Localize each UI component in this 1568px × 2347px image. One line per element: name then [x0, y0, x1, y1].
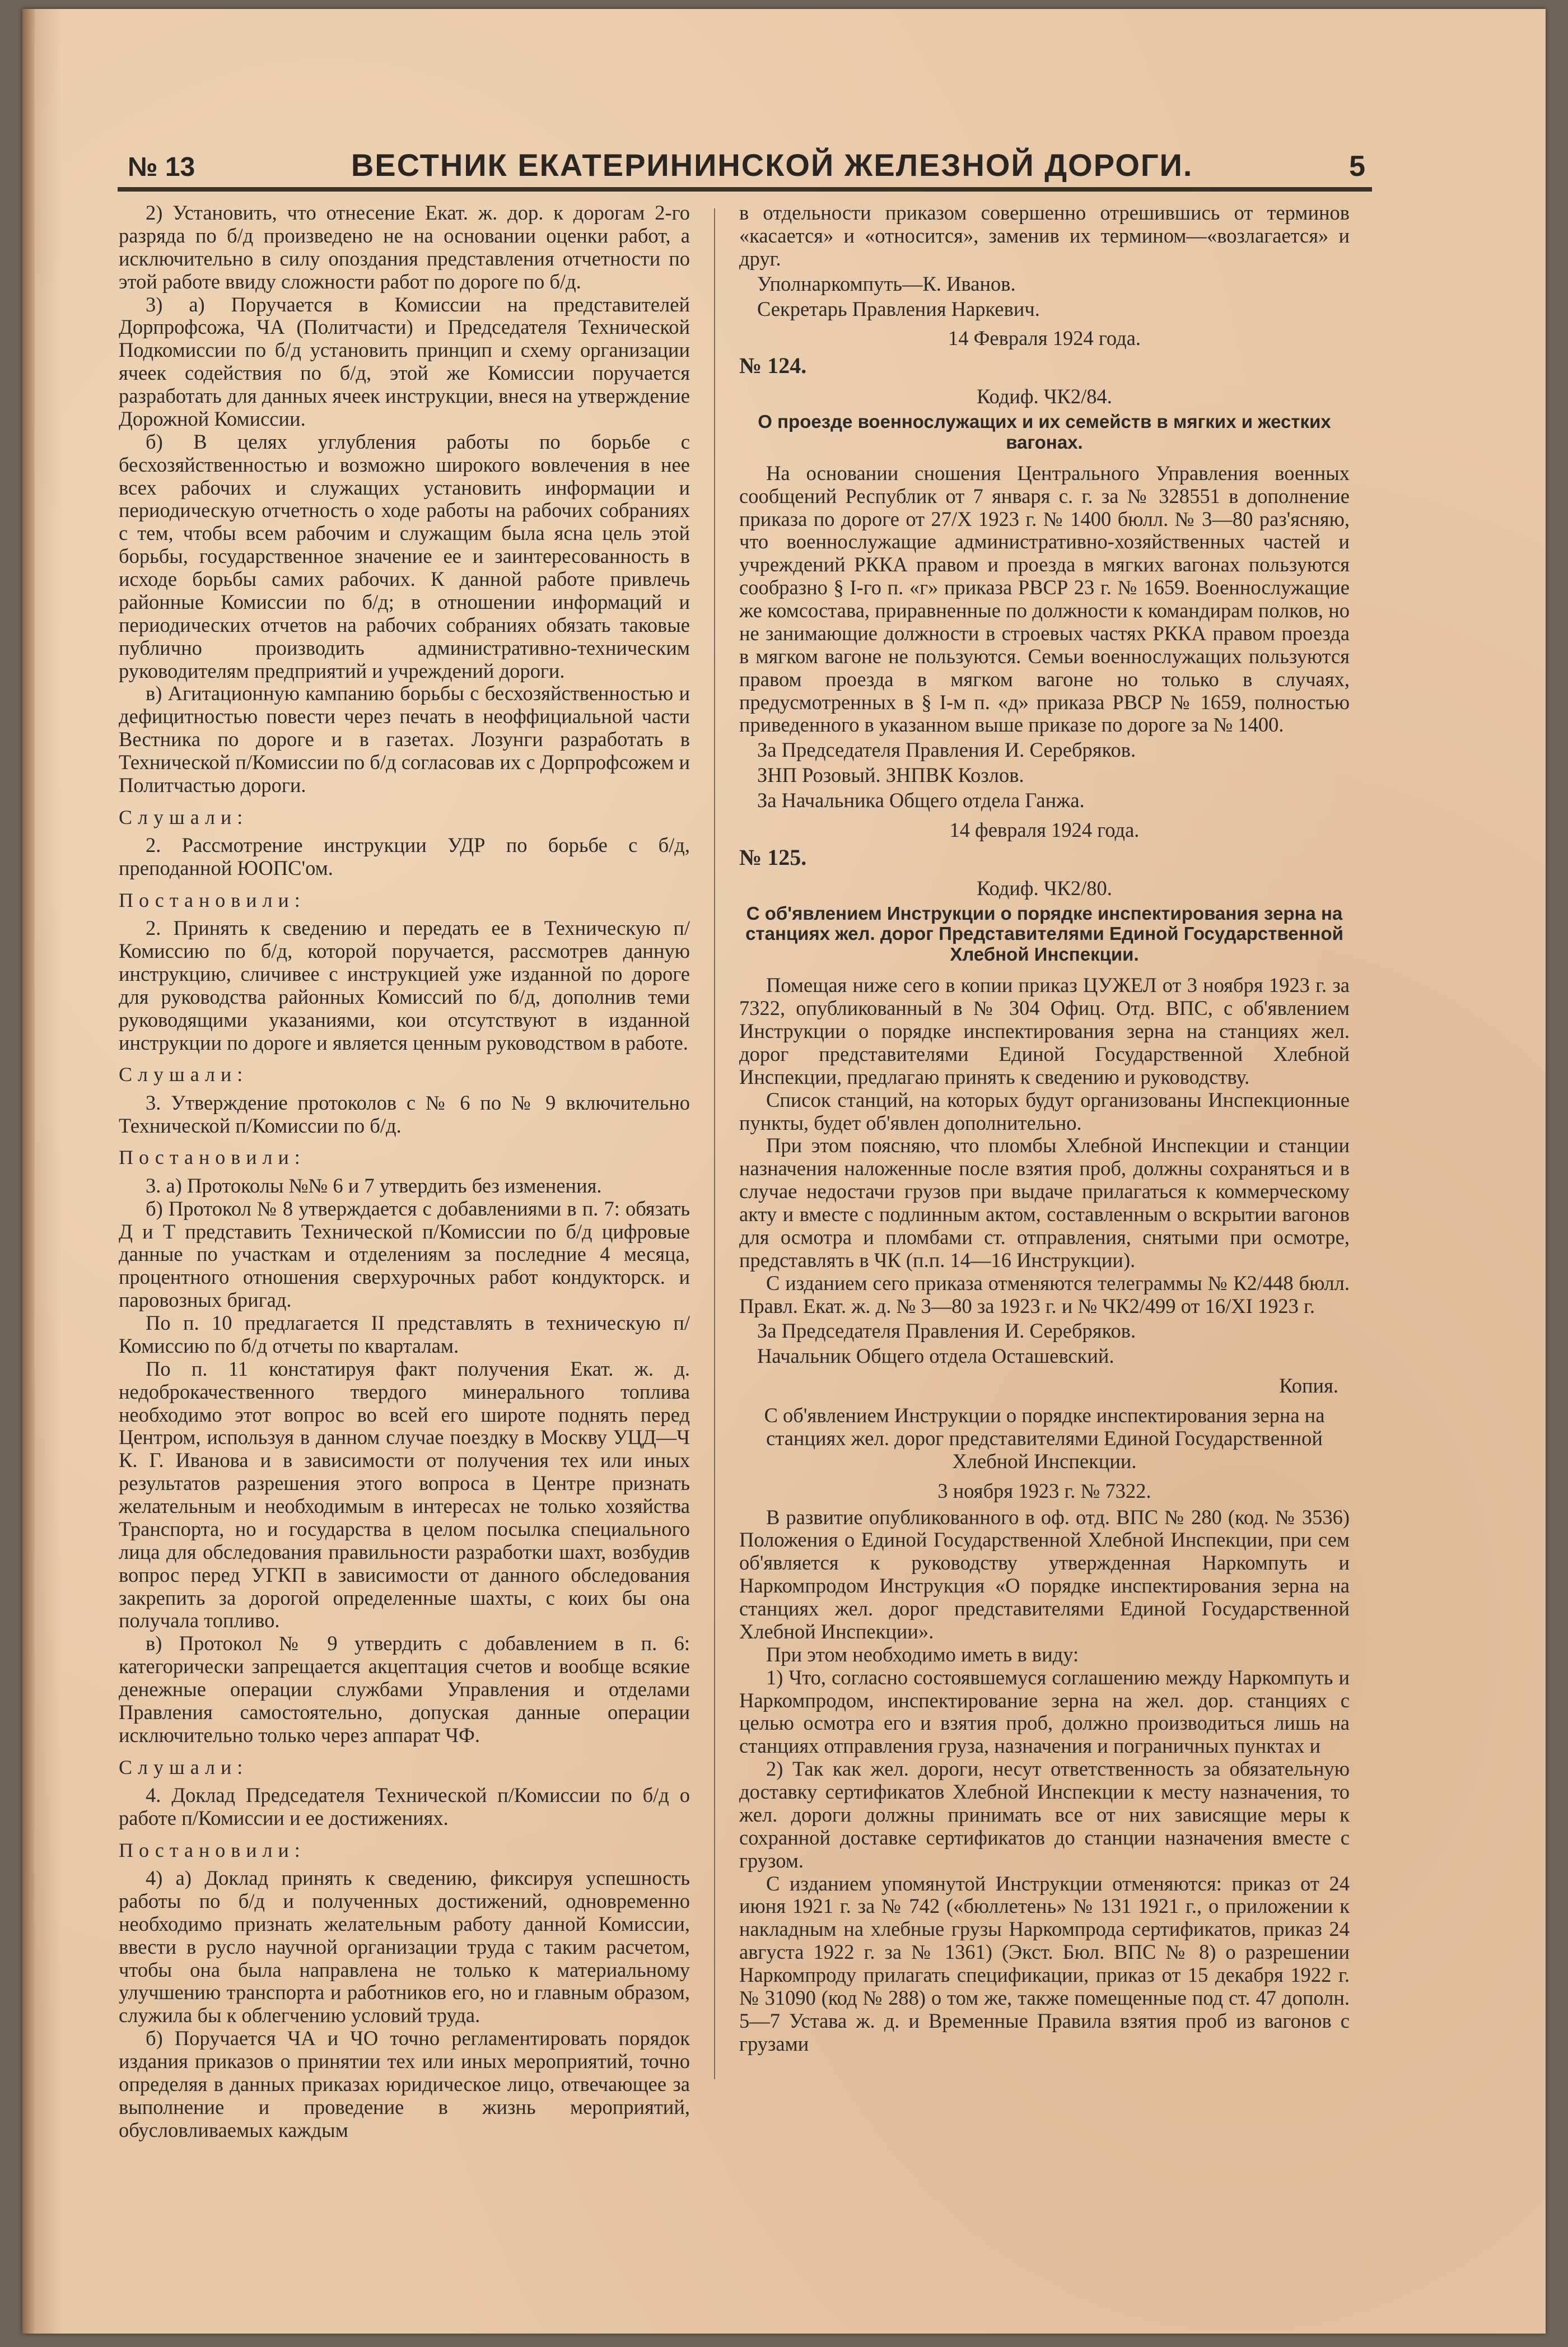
- signature-line: Начальник Общего отдела Осташевский.: [757, 1344, 1114, 1368]
- signature-line: ЗНП Розовый. ЗНПВК Козлов.: [757, 763, 1024, 787]
- section-label: Слушали:: [119, 1755, 249, 1778]
- centered-line: С об'явлением Инструкции о порядке инспектирования зерна на станциях жел. дорог представителями Единой Государственной Хлебной Инспекции.: [764, 1404, 1325, 1473]
- paragraph: б) В целях углубления работы по борьбе с бесхозяйственностью и возможно широкого вовлечения в нее всех рабочих и служащих установить информации и периодическую отчетность о ходе работы на рабочих собраниях с тем, чтобы всем рабочим и служащим была ясна цель этой борьбы, государственное значение ее и заинтересованность в исходе борьбы самих рабочих. К данной работе привлечь районные Комиссии по б/д; в отношении информаций и периодических отчетов на рабочих собраниях обязать таковые публично производить административно-техническим руководителям предприятий и учреждений дороги.: [119, 430, 690, 682]
- header-rule: [118, 187, 1372, 192]
- paragraph: в) Агитационную кампанию борьбы с бесхозяйственностью и дефицитностью повести через печать в неоффициальной части Вестника по дороге и в газетах. Лозунги разработать в Технической п/Комиссии по б/д согласовав их с Дорпрофсожем и Политчастью дороги.: [119, 682, 690, 797]
- paragraph: Помещая ниже сего в копии приказ ЦУЖЕЛ от 3 ноября 1923 г. за 7322, опубликованный в № 304 Офиц. Отд. ВПС, с об'явлением Инструкции о порядке инспектирования зерна на станциях жел. дорог представителями Единой Государственной Хлебной Инспекции, предлагаю принять к сведению и руководству.: [739, 974, 1350, 1088]
- centered-line: 14 февраля 1924 года.: [949, 818, 1140, 841]
- signature-line: За Председателя Правления И. Серебряков.: [757, 1319, 1136, 1343]
- paragraph: В развитие опубликованного в оф. отд. ВПС № 280 (код. № 3536) Положения о Единой Государственной Хлебной Инспекции, при сем об'является к руководству утвержденная Наркомпуть и Наркомпродом Инструкция «О порядке инспектирования зерна на станциях жел. дорог представителями Единой Государственной Хлебной Инспекции».: [739, 1505, 1350, 1643]
- page-number: 5: [1349, 150, 1365, 183]
- paragraph: 3. а) Протоколы №№ 6 и 7 утвердить без изменения.: [146, 1174, 602, 1197]
- paragraph: 2. Принять к сведению и передать ее в Техническую п/Комиссию по б/д, которой поручается, рассмотрев данную инструкцию, сличивее с инструкцией уже изданной по дороге для руководства районных Комиссий по б/д, дополнив теми руководящими указаниями, кои отсутствуют в изданной инструкции по дороге и является ценным руководством в работе.: [119, 916, 690, 1054]
- paragraph: в) Протокол № 9 утвердить с добавлением в п. 6: категорически запрещается акцептация счетов и вообще всякие денежные операции службами Управления и отделами Правления самостоятельно, допуская данные операции исключительно только через аппарат ЧФ.: [119, 1632, 690, 1747]
- paragraph: 3. Утверждение протоколов с № 6 по № 9 включительно Технической п/Комиссии по б/д.: [119, 1091, 690, 1137]
- paragraph: 2) Так как жел. дороги, несут ответственность за обязательную доставку сертификатов Хлебной Инспекции к месту назначения, то жел. дороги должны принимать все от них зависящие меры к сохранной доставке сертификатов до станции назначения вместе с грузом.: [739, 1757, 1350, 1872]
- order-number: № 125.: [739, 844, 807, 870]
- issue-number: № 13: [128, 152, 195, 182]
- order-heading: О проезде военнослужащих и их семейств в мягких и жестких вагонах.: [758, 411, 1331, 453]
- paragraph: Список станций, на которых будут организованы Инспекционные пункты, будет об'явлен дополнительно.: [739, 1088, 1350, 1134]
- left-column: [119, 202, 690, 2142]
- paragraph: б) Протокол № 8 утверждается с добавлениями в п. 7: обязать Д и Т представить Технической п/Комиссии по б/д цифровые данные по участкам и отделениям за последние 4 месяца, процентного отношения сверхурочных работ кондукторск. и паровозных бригад.: [119, 1196, 690, 1312]
- paragraph: С изданием сего приказа отменяются телеграммы № К2/448 бюлл. Правл. Екат. ж. д. № 3—80 за 1923 г. и № ЧК2/499 от 16/XI 1923 г.: [739, 1271, 1350, 1317]
- publication-title: ВЕСТНИК ЕКАТЕРИНИНСКОЙ ЖЕЛЕЗНОЙ ДОРОГИ.: [351, 147, 1193, 183]
- paragraph: в отдельности приказом совершенно отрешившись от терминов «касается» и «относится», заменив их термином—«возлагается» и друг.: [739, 201, 1350, 270]
- paragraph: 4) а) Доклад принять к сведению, фиксируя успешность работы по б/д и полученных достижений, одновременно необходимо признать желательным работу данной Комиссии, ввести в русло научной организации труда с таким расчетом, чтобы она была направлена не только к материальному улучшению транспорта и работников его, но и главным образом, служила бы к облегчению условий труда.: [119, 1866, 690, 2027]
- order-number: № 124.: [739, 353, 807, 379]
- signature-line: За Начальника Общего отдела Ганжа.: [757, 789, 1085, 812]
- paragraph: 4. Доклад Председателя Технической п/Комиссии по б/д о работе п/Комиссии и ее достижениях.: [119, 1783, 690, 1829]
- paragraph: По п. 11 констатируя факт получения Екат. ж. д. недоброкачественного твердого минерального топлива необходимо этот вопрос во всей его широте поднять перед Центром, используя в данном случае поездку в Москву УЦД—Ч К. Г. Иванова и в зависимости от получения тех или иных результатов разрешения этого вопроса в Центре признать желательным и необходимым в интересах не только хозяйства Транспорта, но и государства в целом посылка специального лица для обследования правильности разработки шахт, возбудив вопрос перед УГКП в зависимости от данного обследования закрепить за дорогой определенные шахты, с коих бы она получала топливо.: [119, 1357, 690, 1632]
- section-label: Постановили:: [119, 1838, 306, 1861]
- section-label: Слушали:: [119, 1063, 249, 1086]
- paragraph: б) Поручается ЧА и ЧО точно регламентировать порядок издания приказов о принятии тех или иных мероприятий, точно определяя в данных приказах юридическое лицо, отвечающее за выполнение и проведение в жизнь мероприятий, обусловливаемых каждым: [119, 2027, 690, 2141]
- section-label: Постановили:: [119, 1146, 306, 1169]
- section-label: Постановили:: [119, 888, 306, 911]
- centered-line: Кодиф. ЧК2/84.: [977, 385, 1112, 408]
- centered-line: 3 ноября 1923 г. № 7322.: [937, 1479, 1151, 1502]
- right-column: [739, 202, 1350, 2056]
- signature-line: Уполнаркомпуть—К. Иванов.: [757, 272, 1016, 295]
- paragraph: 2. Рассмотрение инструкции УДР по борьбе с б/д, преподанной ЮОПС'ом.: [119, 833, 690, 879]
- binding-fold: [22, 9, 35, 2334]
- paragraph: При этом необходимо иметь в виду:: [766, 1642, 1079, 1666]
- centered-line: Кодиф. ЧК2/80.: [977, 876, 1112, 900]
- paragraph: При этом поясняю, что пломбы Хлебной Инспекции и станции назначения наложенные после взятия проб, должны сохраняться и в случае недостачи грузов при выдаче прилагаться к коммерческому акту и вместе с подлинным актом, составленным о вскрытии вагонов для осмотра и пломбами ст. отправления, снятыми при осмотре, представлять в ЧК (п.п. 14—16 Инструкции).: [739, 1134, 1350, 1272]
- copy-label: Копия.: [1279, 1374, 1338, 1398]
- centered-line: 14 Февраля 1924 года.: [948, 327, 1141, 350]
- paragraph: На основании сношения Центрального Управления военных сообщений Республик от 7 января с. г. за № 328551 в дополнение приказа по дороге от 27/Х 1923 г. № 1400 бюлл. № 3—80 раз'ясняю, что военнослужащие административно-хозяйственных частей и учреждений РККА правом и проезда в мягких вагонах пользуются сообразно § I-го п. «г» приказа РВСР 23 г. № 1659. Военнослужащие же комсостава, приравненные по должности к командирам полков, но не занимающие должности в строевых частях РККА правом проезда в мягком вагоне не пользуются. Семьи военнослужащих пользуются правом проезда в мягком вагоне но только в случаях, предусмотренных в § I-м п. «д» приказа РВСР № 1659, полностью приведенного в указанном выше приказе по дороге за № 1400.: [739, 461, 1350, 737]
- paragraph: По п. 10 предлагается II представлять в техническую п/Комиссию по б/д отчеты по кварталам.: [119, 1311, 690, 1357]
- page-header: [128, 147, 1365, 187]
- order-heading: С об'явлением Инструкции о порядке инспектирования зерна на станциях жел. дорог Представителями Единой Государственной Хлебной Инспекции.: [745, 902, 1343, 965]
- paragraph: 3) а) Поручается в Комиссии на представителей Дорпрофсожа, ЧА (Политчасти) и Председателя Технической Подкомиссии по б/д установить принцип и схему организации ячеек содействия по б/д, этой же Комиссии поручается разработать для данных ячеек инструкции, внеся на утверждение Дорожной Комиссии.: [119, 292, 690, 430]
- section-label: Слушали:: [119, 805, 249, 828]
- paragraph: С изданием упомянутой Инструкции отменяются: приказ от 24 июня 1921 г. за № 742 («бюллетень» № 131 1921 г., о приложении к накладным на хлебные грузы Наркомпрода сертификатов, приказ 24 августа 1922 г. за № 1361) (Экст. Бюл. ВПС № 8) о разрешении Наркомпроду прилагать спецификации, приказ от 15 декабря 1922 г. № 31090 (код № 288) о том же, также помещенные под ст. 47 дополн. 5—7 Устава ж. д. и Временные Правила взятия проб из вагонов с грузами: [739, 1871, 1350, 2055]
- paragraph: 2) Установить, что отнесение Екат. ж. дор. к дорогам 2-го разряда по б/д произведено не на основании оценки работ, а исключительно в силу опоздания представления отчетности по этой работе ввиду сложности работ по дороге по б/д.: [119, 201, 690, 293]
- signature-line: За Председателя Правления И. Серебряков.: [757, 738, 1136, 762]
- column-divider: [714, 208, 715, 2079]
- paragraph: 1) Что, согласно состоявшемуся соглашению между Наркомпуть и Наркомпродом, инспектирование зерна на жел. дор. станциях с целью осмотра его и взятия проб, должно производиться лишь на станциях отправления груза, назначения и пограничных пунктах и: [739, 1665, 1350, 1758]
- signature-line: Секретарь Правления Наркевич.: [757, 297, 1040, 320]
